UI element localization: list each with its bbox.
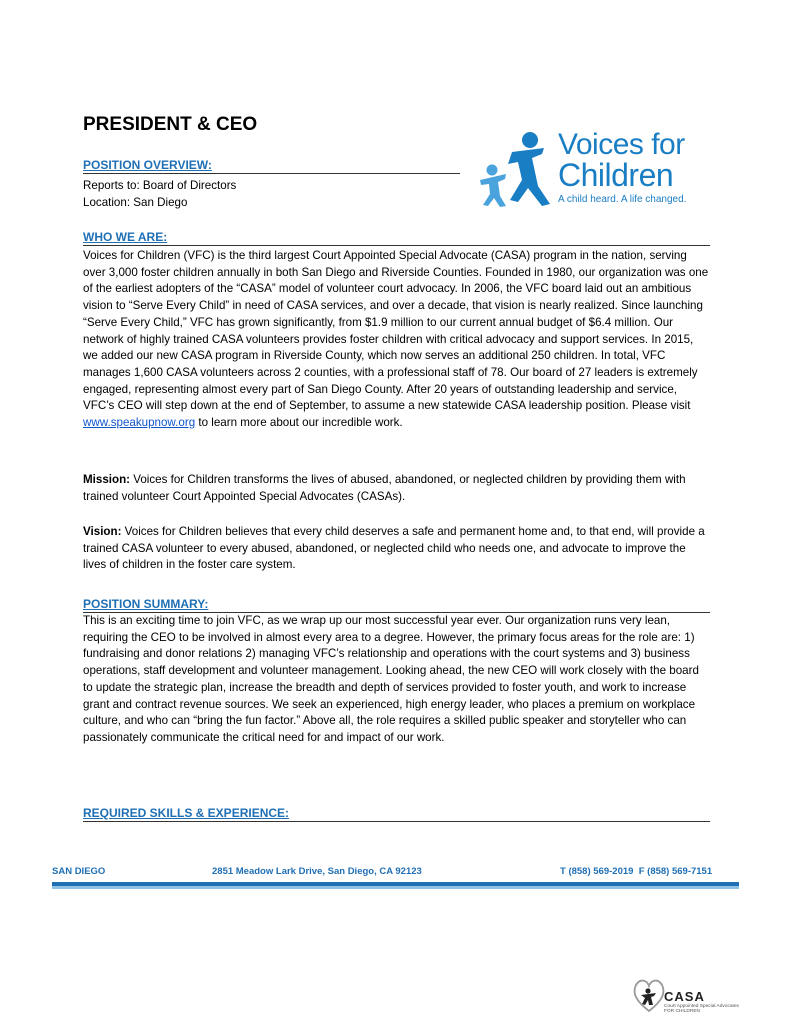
phone-f: (858) 569-7151 — [647, 866, 713, 877]
vision-label: Vision: — [83, 525, 122, 538]
logo-tagline: A child heard. A life changed. — [558, 194, 687, 205]
footer-city: SAN DIEGO — [52, 866, 106, 877]
casa-name: CASA — [664, 989, 705, 1004]
phone-f-label: F — [638, 866, 645, 877]
required-skills-heading: REQUIRED SKILLS & EXPERIENCE: — [83, 806, 290, 820]
overview-details — [83, 177, 236, 211]
logo-text-line2: Children — [558, 157, 674, 193]
overview-rule — [83, 173, 460, 174]
phone-t: (858) 569-2019 — [568, 866, 634, 877]
who-we-are-paragraph — [83, 248, 710, 432]
skills-rule — [83, 821, 710, 822]
reports-to: Reports to: Board of Directors — [83, 179, 237, 192]
footer-phones — [560, 866, 712, 877]
vision-paragraph — [83, 524, 710, 574]
who-we-are-heading: WHO WE ARE: — [83, 230, 168, 244]
who-we-are-rule — [83, 245, 710, 246]
footer-address: 2851 Meadow Lark Drive, San Diego, CA 92123 — [212, 866, 422, 877]
vfc-logo — [472, 130, 712, 210]
location: Location: San Diego — [83, 196, 188, 209]
mission-label: Mission: — [83, 473, 131, 486]
logo-text-line1: Voices for — [558, 128, 685, 161]
mission-text: Voices for Children transforms the lives of abused, abandoned, or neglected children by providing them with trained volunteer Court Appointed Special Advocates (CASAs). — [83, 473, 686, 503]
casa-logo — [632, 975, 742, 1015]
who-we-are-text-end: to learn more about our incredible work. — [195, 416, 403, 430]
position-overview-heading: POSITION OVERVIEW: — [83, 158, 212, 172]
summary-paragraph: This is an exciting time to join VFC, as we wrap up our most successful year ever. Our organization runs very lean, requiring the CEO to be involved in almost every area to a degree. However, the primary focus areas for the role are: 1) fundraising and donor relations 2) managing VFC’s relationship and operations with the court systems and 3) business operations, staff development and volunteer management. Looking ahead, the new CEO will work closely with the board to update the strategic plan, increase the breadth and depth of services provided to foster youth, and work to increase grant and contract revenue sources. We seek an experienced, high energy leader, who places a premium on workplace culture, and who can “bring the fun factor.” Above all, the role requires a skilled public speaker and storyteller who can passionately communicate the critical need for and impact of our work. — [83, 614, 699, 744]
footer-bar-accent — [52, 886, 739, 889]
vision-text: Voices for Children believes that every child deserves a safe and permanent home and, to that end, will provide a trained CASA volunteer to every abused, abandoned, or neglected child who needs one, and advocate to improve the lives of children in the foster care system. — [83, 525, 705, 572]
phone-t-label: T — [560, 866, 566, 877]
position-summary-heading: POSITION SUMMARY: — [83, 597, 209, 611]
mission-paragraph — [83, 472, 710, 505]
figures-adult-child-icon — [472, 130, 558, 210]
document-title: PRESIDENT & CEO — [83, 114, 258, 135]
who-we-are-text: Voices for Children (VFC) is the third largest Court Appointed Special Advocate (CASA) program in the nation, serving over 3,000 foster children annually in both San Diego and Riverside Counties. Founded in 1980, our organization was one of the earliest adopters of the “CASA” model of volunteer court advocacy. In 2006, the VFC board laid out an ambitious vision to “Serve Every Child” in need of CASA services, and over a decade, that vision is nearly realized. Since launching “Serve Every Child,” VFC has grown significantly, from $1.9 million to our current annual budget of $6.4 million. Our network of highly trained CASA volunteers provides foster children with critical advocacy and support services. In 2015, we added our new CASA program in Riverside County, which now serves an additional 250 children. In total, VFC manages 1,600 CASA volunteers across 2 counties, with a professional staff of 78. Our board of 27 leaders is extremely engaged, representing almost every part of San Diego County. After 20 years of outstanding leadership and service, VFC’s CEO will step down at the end of September, to assume a new statewide CASA leadership position. Please visit — [83, 249, 709, 413]
heart-figure-icon — [632, 975, 666, 1015]
casa-subtitle: Court Appointed Special Advocates FOR CHILDREN — [664, 1004, 739, 1014]
website-link[interactable]: www.speakupnow.org — [83, 416, 196, 430]
